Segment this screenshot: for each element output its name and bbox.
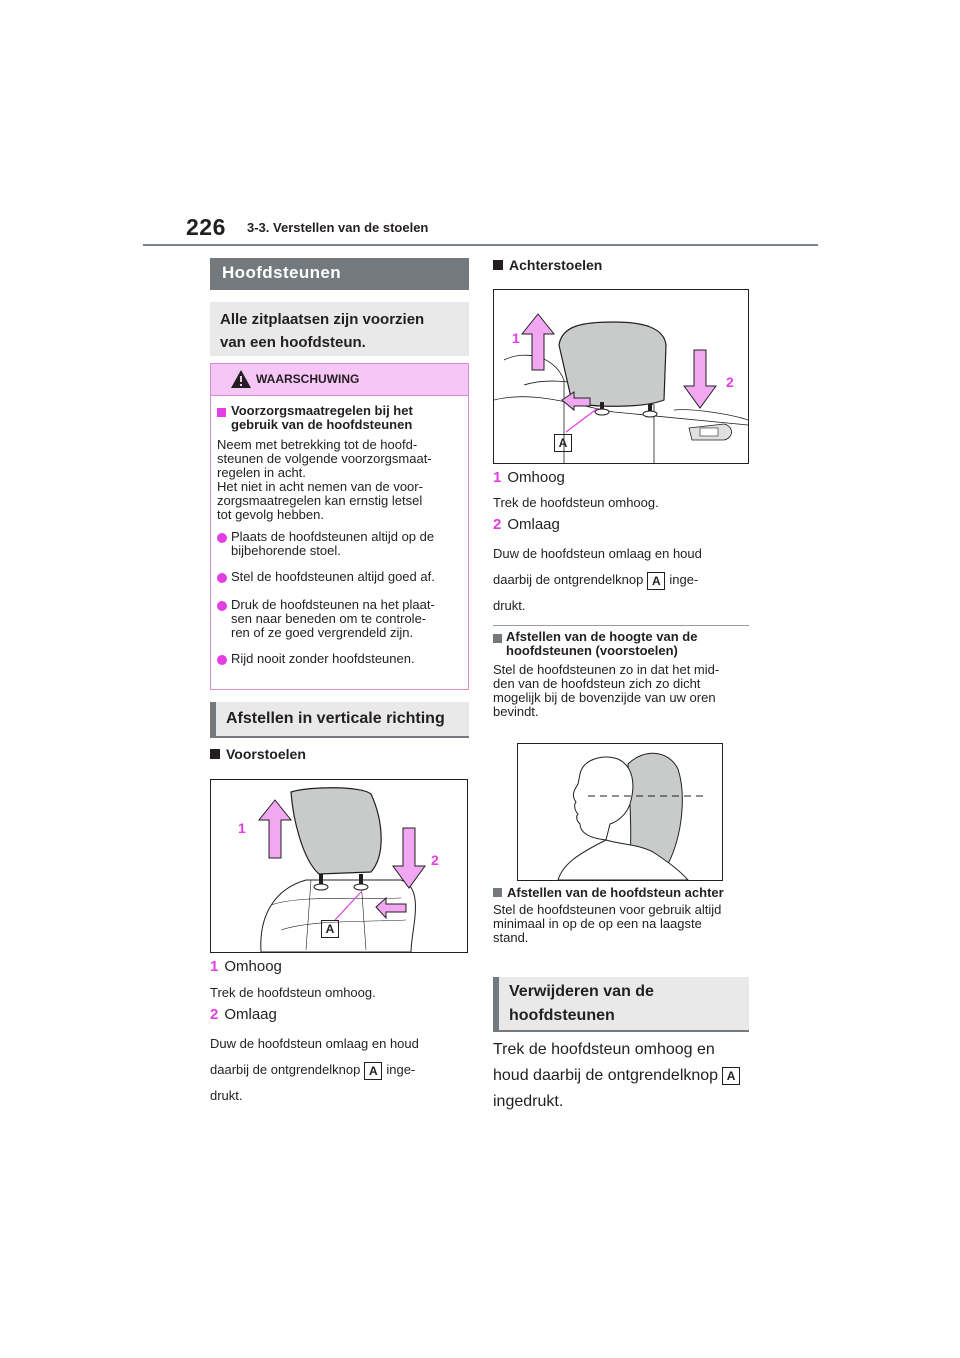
rear-adjust-heading <box>493 886 724 900</box>
button-a-tag: A <box>364 1062 382 1080</box>
warning-header <box>211 364 468 396</box>
warning-para-line: zorgsmaatregelen kan ernstig letsel <box>217 493 423 508</box>
step-number: 1 <box>210 958 219 975</box>
square-bullet-icon <box>493 888 502 897</box>
button-a-tag: A <box>647 572 665 590</box>
figure-label-down: 2 <box>431 852 439 868</box>
step-number: 2 <box>210 1006 219 1023</box>
rear-adjust-section <box>493 886 724 945</box>
heading-line: hoofdsteunen (voorstoelen) <box>506 643 678 658</box>
dot-bullet-icon <box>217 601 227 611</box>
square-bullet-icon <box>217 408 226 417</box>
intro-line-2: van een hoofdsteun. <box>220 334 366 351</box>
step-text-part: daarbij de ontgrendelknop <box>493 572 644 587</box>
front-headrest-figure <box>210 779 468 953</box>
text-line: mogelijk bij de bovenzijde van uw oren <box>493 690 716 705</box>
step-title: Omlaag <box>507 516 560 533</box>
warning-paragraph <box>217 438 462 522</box>
step-text-part: inge- <box>386 1062 416 1077</box>
step-number: 1 <box>493 469 502 486</box>
figure-label-down: 2 <box>726 374 734 390</box>
square-bullet-icon <box>493 634 502 643</box>
text-line: stand. <box>493 930 529 945</box>
header-divider <box>143 244 818 246</box>
rear-headrest-illustration <box>494 290 748 463</box>
step-text-part: inge- <box>669 572 699 587</box>
step-title: Omlaag <box>224 1006 277 1023</box>
figure-label-button: A <box>321 920 339 938</box>
text-line: Stel de hoofdsteunen voor gebruik altijd <box>493 902 722 917</box>
remove-text-line: Trek de hoofdsteun omhoog en <box>493 1041 715 1058</box>
head-position-figure <box>517 743 723 881</box>
dot-bullet-icon <box>217 573 227 583</box>
intro-line-1: Alle zitplaatsen zijn voorzien <box>220 311 425 328</box>
bullet-text: Rijd nooit zonder hoofdsteunen. <box>231 651 415 666</box>
square-bullet-icon <box>210 749 220 759</box>
subsection-title-vertical: Afstellen in verticale richting <box>210 702 469 738</box>
warning-para-line: tot gevolg hebben. <box>217 507 324 522</box>
front-step-1 <box>210 958 282 976</box>
bullet-text: Plaats de hoofdsteunen altijd op de <box>231 529 435 544</box>
height-adjust-heading <box>493 630 719 658</box>
page-number: 226 <box>186 214 226 240</box>
chapter-title: 3-3. Verstellen van de stoelen <box>247 220 429 235</box>
warning-label: WAARSCHUWING <box>256 372 360 386</box>
front-headrest-illustration <box>211 780 467 952</box>
rear-step-2 <box>493 516 560 534</box>
step-number: 2 <box>493 516 502 533</box>
step-title: Omhoog <box>507 469 565 486</box>
height-adjust-text <box>493 663 719 719</box>
dot-bullet-icon <box>217 533 227 543</box>
remove-title-line-2: hoofdsteunen <box>509 1007 615 1024</box>
rear-seats-heading <box>493 257 602 273</box>
bullet-text: sen naar beneden om te controle- <box>231 611 427 626</box>
figure-label-button: A <box>554 434 572 452</box>
front-seats-label: Voorstoelen <box>226 746 306 762</box>
text-line: Stel de hoofdsteunen zo in dat het mid- <box>493 662 720 677</box>
warning-para-line: Neem met betrekking tot de hoofd- <box>217 437 418 452</box>
divider <box>493 625 749 626</box>
text-line: minimaal in op de op een na laagste <box>493 916 702 931</box>
warning-heading <box>217 404 462 432</box>
warning-heading-line-2: gebruik van de hoofdsteunen <box>231 417 413 432</box>
section-title-hoofdsteunen: Hoofdsteunen <box>210 258 469 290</box>
rear-headrest-figure <box>493 289 749 464</box>
remove-text-line: ingedrukt. <box>493 1093 564 1110</box>
step-text-line <box>493 567 702 593</box>
intro-box <box>210 302 469 356</box>
remove-text <box>493 1037 744 1115</box>
warning-para-line: regelen in acht. <box>217 465 306 480</box>
rear-adjust-text <box>493 903 724 945</box>
step-text-line <box>210 1057 419 1083</box>
bullet-text: ren of ze goed vergrendeld zijn. <box>231 625 414 640</box>
warning-box <box>210 363 469 690</box>
rear-step-1 <box>493 469 565 487</box>
remove-text-part: houd daarbij de ontgrendelknop <box>493 1067 719 1084</box>
front-seats-heading <box>210 746 306 762</box>
front-step-2-text <box>210 1031 419 1109</box>
step-text-line: Duw de hoofdsteun omlaag en houd <box>493 546 702 561</box>
rear-seats-label: Achterstoelen <box>509 257 603 273</box>
warning-para-line: Het niet in acht nemen van de voor- <box>217 479 423 494</box>
warning-bullet-3 <box>217 598 462 640</box>
text-line: den van de hoofdsteun zich zo dicht <box>493 676 701 691</box>
height-adjust-section <box>493 630 719 719</box>
button-a-tag: A <box>722 1067 740 1085</box>
warning-heading-line-1: Voorzorgsmaatregelen bij het <box>231 403 413 418</box>
bullet-text: bijbehorende stoel. <box>231 543 341 558</box>
head-position-illustration <box>518 744 722 880</box>
figure-label-up: 1 <box>512 330 520 346</box>
square-bullet-icon <box>493 260 503 270</box>
step-text-line: drukt. <box>493 598 526 613</box>
warning-triangle-icon <box>230 369 252 389</box>
warning-para-line: steunen de volgende voorzorgsmaat- <box>217 451 432 466</box>
heading-line: Afstellen van de hoogte van de <box>506 629 698 644</box>
remove-title-line-1: Verwijderen van de <box>509 983 654 1000</box>
step-title: Omhoog <box>224 958 282 975</box>
dot-bullet-icon <box>217 655 227 665</box>
rear-step-2-text <box>493 541 702 619</box>
step-text-line: Duw de hoofdsteun omlaag en houd <box>210 1036 419 1051</box>
heading-text: Afstellen van de hoofdsteun achter <box>507 885 724 900</box>
figure-label-up: 1 <box>238 820 246 836</box>
step-text-part: daarbij de ontgrendelknop <box>210 1062 361 1077</box>
front-step-1-text: Trek de hoofdsteun omhoog. <box>210 985 376 1000</box>
bullet-text: Druk de hoofdsteunen na het plaat- <box>231 597 435 612</box>
warning-bullet-1 <box>217 530 462 558</box>
warning-bullet-4 <box>217 652 462 668</box>
rear-step-1-text: Trek de hoofdsteun omhoog. <box>493 495 659 510</box>
warning-bullet-2 <box>217 570 462 586</box>
front-step-2 <box>210 1006 277 1024</box>
subsection-title-remove <box>493 977 749 1032</box>
remove-text-line <box>493 1063 744 1089</box>
text-line: bevindt. <box>493 704 539 719</box>
bullet-text: Stel de hoofdsteunen altijd goed af. <box>231 569 435 584</box>
step-text-line: drukt. <box>210 1088 243 1103</box>
